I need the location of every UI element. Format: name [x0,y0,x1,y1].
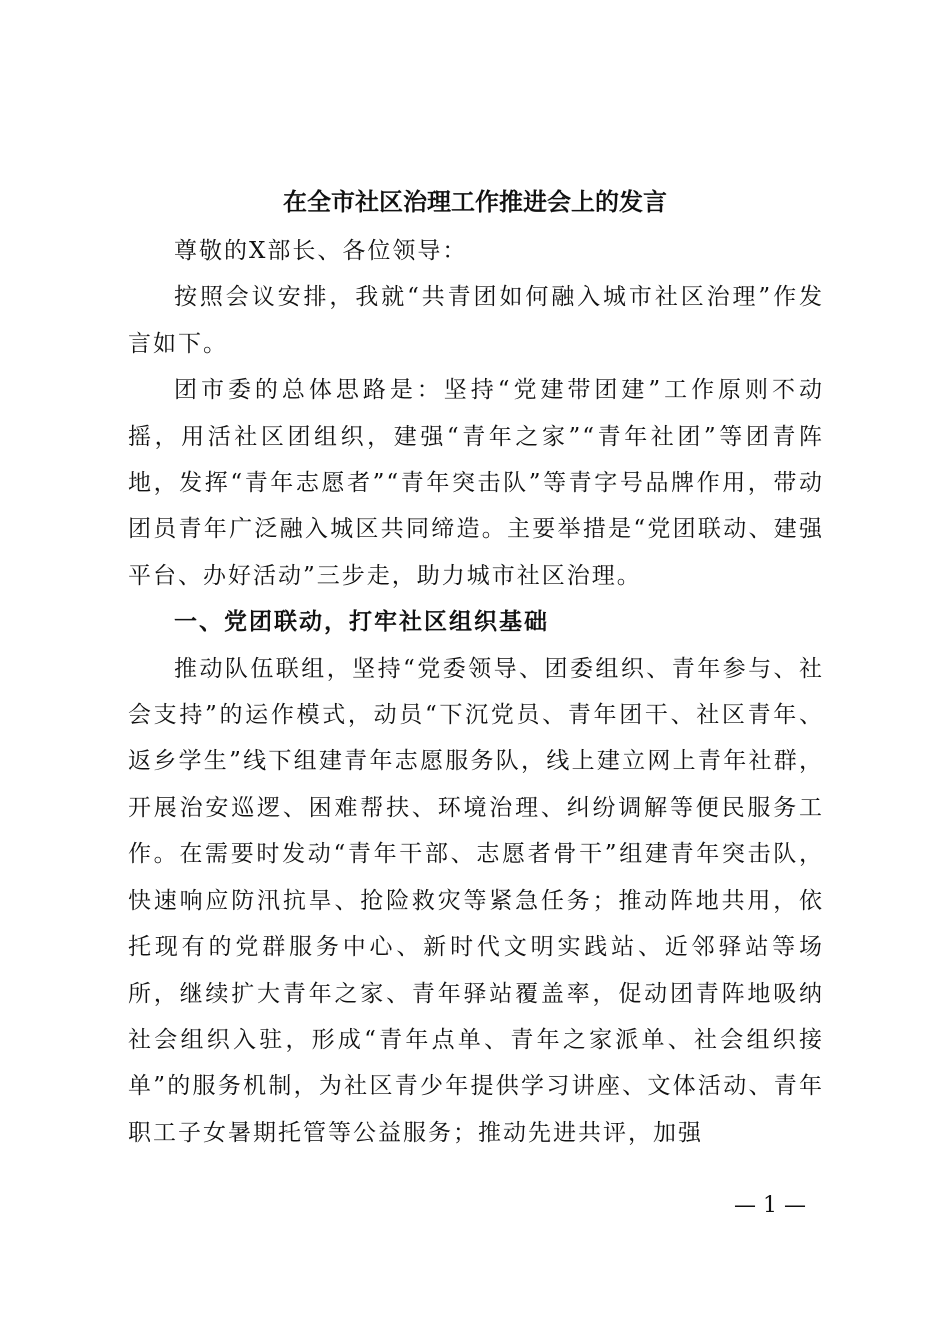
page-number: — 1 — [734,1193,806,1218]
intro-paragraph: 按照会议安排，我就“共青团如何融入城市社区治理”作发言如下。 [128,284,824,357]
section-heading-1: 一、党团联动，打牢社区组织基础 [174,609,549,636]
salutation-paragraph: 尊敬的X部长、各位领导： [174,238,468,264]
overview-paragraph: 团市委的总体思路是：坚持“党建带团建”工作原则不动摇，用活社区团组织，建强“青年之家”“青年社团”等团青阵地，发挥“青年志愿者”“青年突击队”等青字号品牌作用，带动团员青年广泛融入城区共同缔造。主要举措是“党团联动、建强平台、办好活动”三步走，助力城市社区治理。 [128,377,824,589]
document-title: 在全市社区治理工作推进会上的发言 [283,187,667,216]
section-1-paragraph: 推动队伍联组，坚持“党委领导、团委组织、青年参与、社会支持”的运作模式，动员“下沉党员、青年团干、社区青年、返乡学生”线下组建青年志愿服务队，线上建立网上青年社群，开展治安巡逻、困难帮扶、环境治理、纠纷调解等便民服务工作。在需要时发动“青年干部、志愿者骨干”组建青年突击队，快速响应防汛抗旱、抢险救灾等紧急任务；推动阵地共用，依托现有的党群服务中心、新时代文明实践站、近邻驿站等场所，继续扩大青年之家、青年驿站覆盖率，促动团青阵地吸纳社会组织入驻，形成“青年点单、青年之家派单、社会组织接单”的服务机制，为社区青少年提供学习讲座、文体活动、青年职工子女暑期托管等公益服务；推动先进共评，加强 [128,655,824,1146]
document-body [128,228,824,1156]
